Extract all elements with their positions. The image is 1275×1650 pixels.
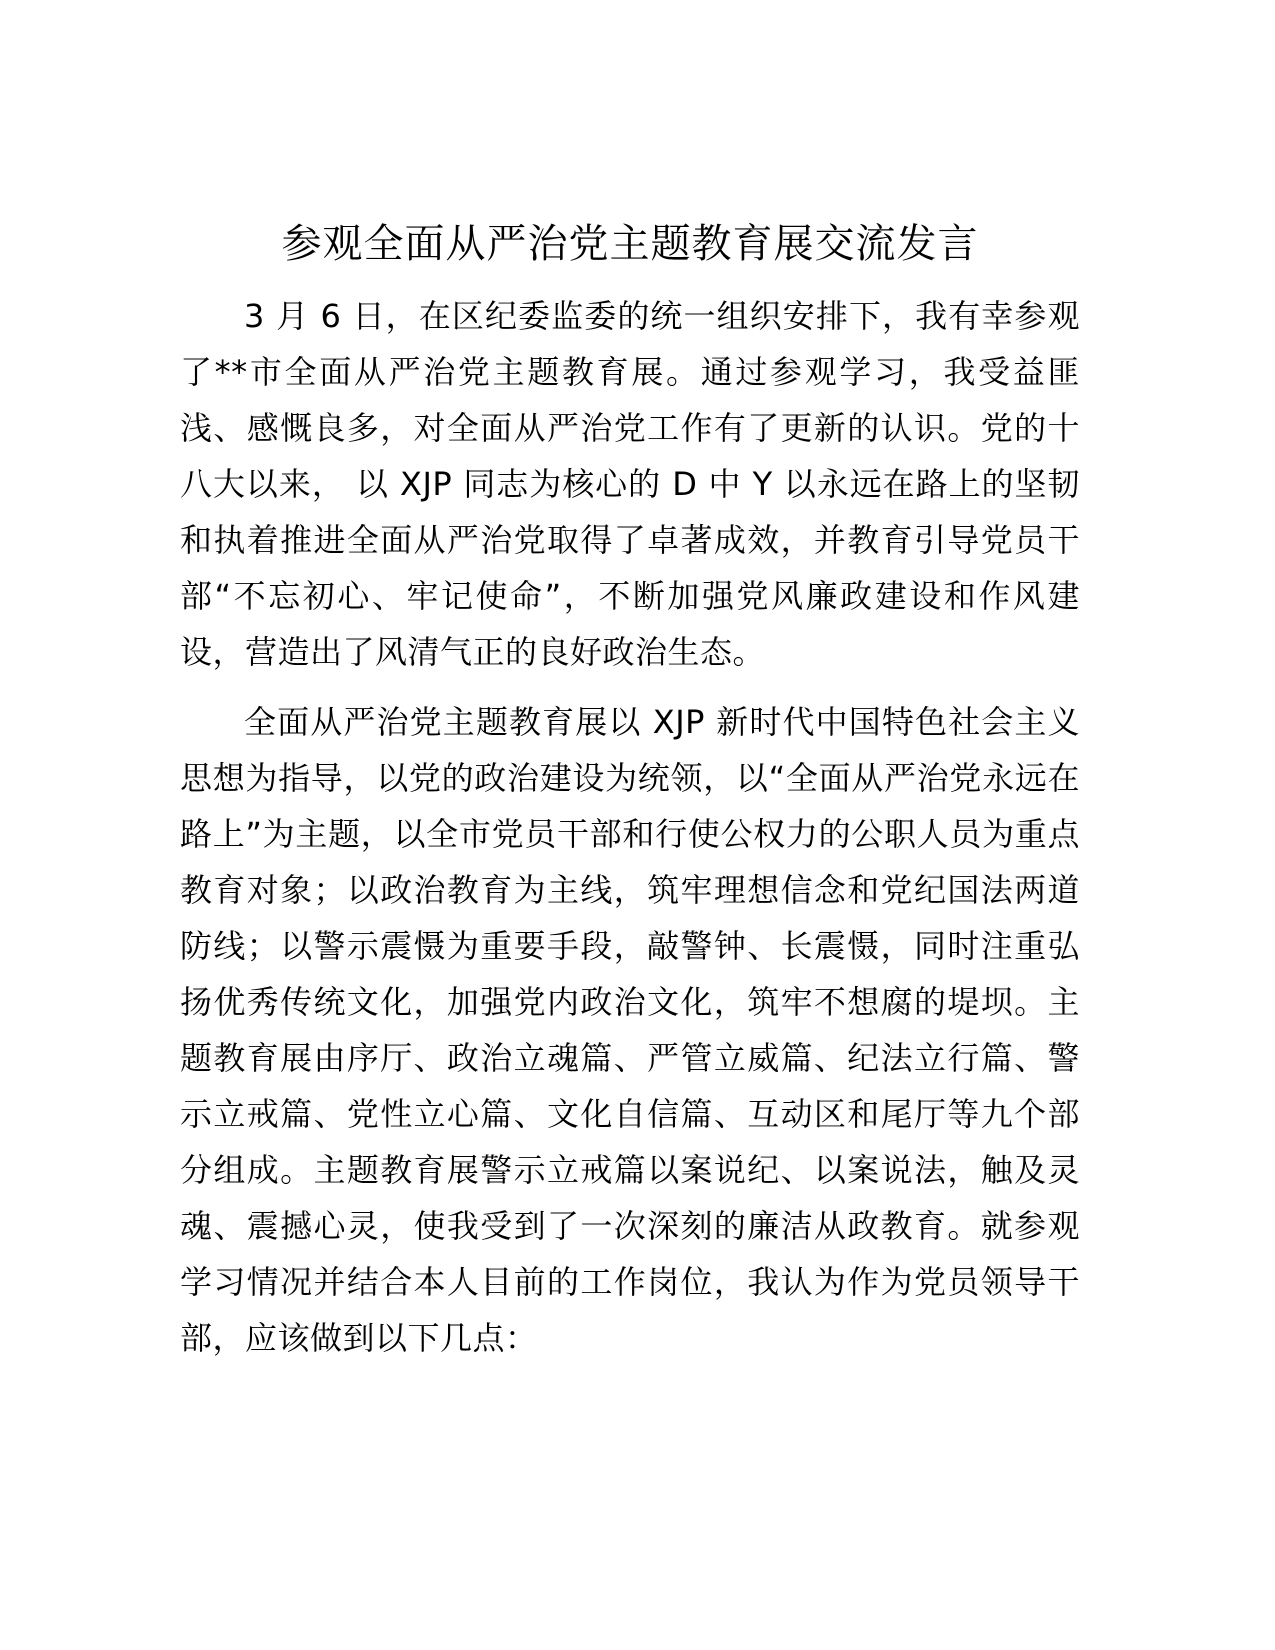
paragraph-exhibition: 全面从严治党主题教育展以 XJP 新时代中国特色社会主义思想为指导，以党的政治建设为统领，以“全面从严治党永远在路上”为主题，以全市党员干部和行使公权力的公职人员为重点教育对象；以政治教育为主线，筑牢理想信念和党纪国法两道防线；以警示震慑为重要手段，敲警钟、长震慑，同时注重弘扬优秀传统文化，加强党内政治文化，筑牢不想腐的堤坝。主题教育展由序厅、政治立魂篇、严管立威篇、纪法立行篇、警示立戒篇、党性立心篇、文化自信篇、互动区和尾厅等九个部分组成。主题教育展警示立戒篇以案说纪、以案说法，触及灵魂、震撼心灵，使我受到了一次深刻的廉洁从政教育。就参观学习情况并结合本人目前的工作岗位，我认为作为党员领导干部，应该做到以下几点： xyxy=(180,703,1080,1357)
document-title: 参观全面从严治党主题教育展交流发言 xyxy=(281,221,979,267)
paragraph-intro: 3 月 6 日，在区纪委监委的统一组织安排下，我有幸参观了**市全面从严治党主题教育展。通过参观学习，我受益匪浅、感慨良多，对全面从严治党工作有了更新的认识。党的十八大以来， 以 XJP 同志为核心的 D 中 Y 以永远在路上的坚韧和执着推进全面从严治党取得了卓著成效，并教育引导党员干部“不忘初心、牢记使命”，不断加强党风廉政建设和作风建设，营造出了风清气正的良好政治生态。 xyxy=(180,297,1080,671)
document-body xyxy=(180,210,1080,1366)
